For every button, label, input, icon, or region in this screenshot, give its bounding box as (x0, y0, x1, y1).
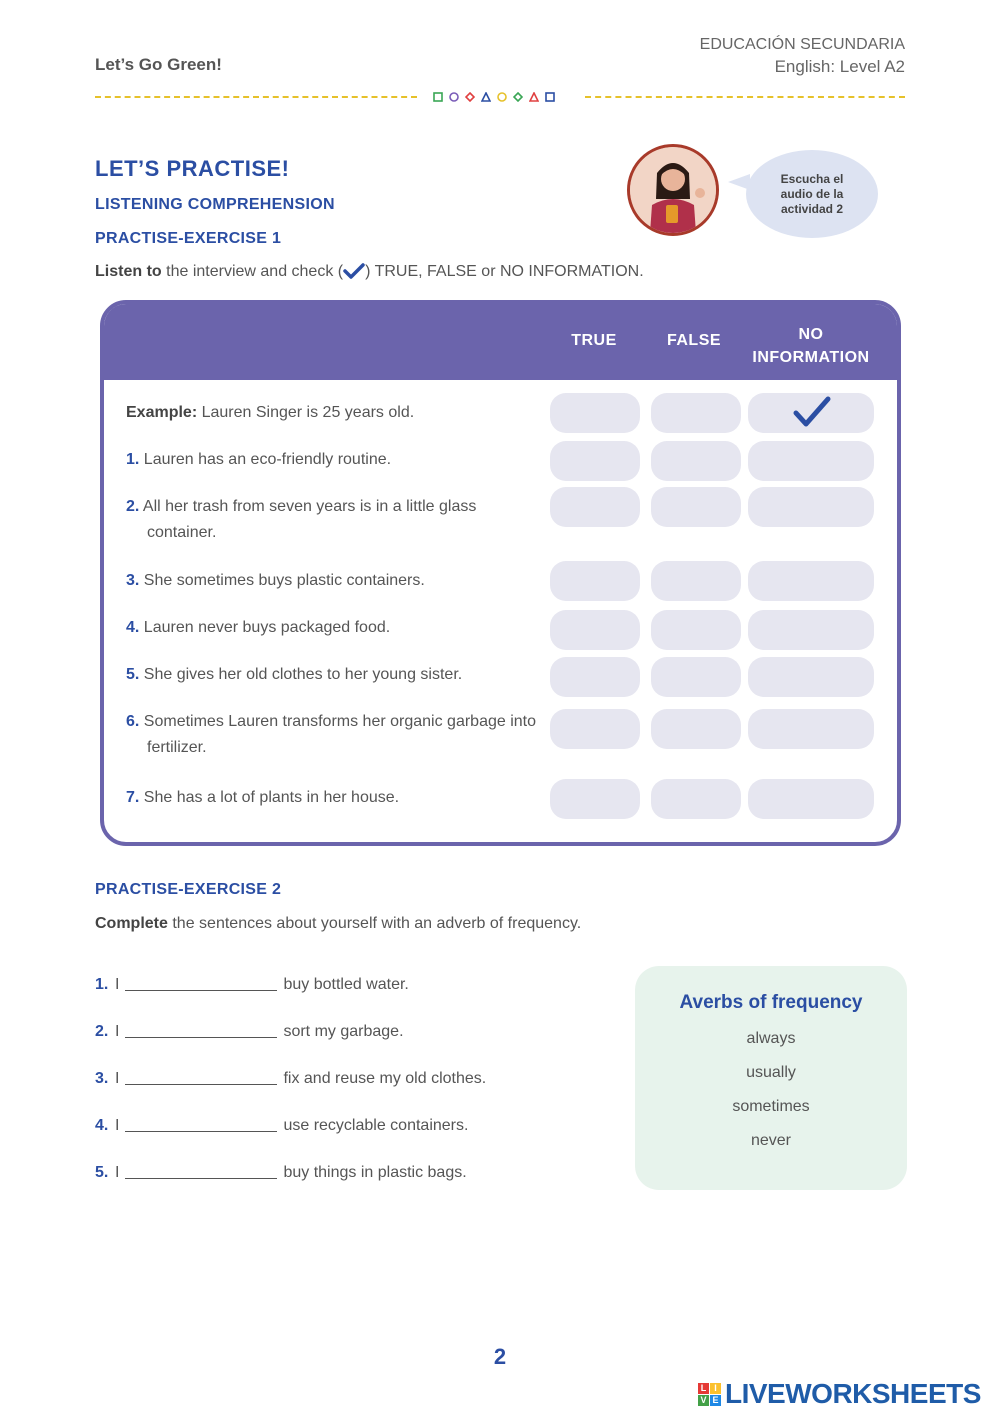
statement-content: Sometimes Lauren transforms her organic garbage into fertilizer. (143, 713, 536, 756)
statement-text (126, 785, 541, 811)
table-header (104, 304, 897, 380)
checkmark-icon (792, 395, 832, 429)
answer-true-box[interactable] (550, 441, 640, 481)
instruction-verb: Complete (95, 915, 168, 932)
adverb-item: always (746, 1030, 796, 1047)
answer-true-box[interactable] (550, 610, 640, 650)
answer-true-box[interactable] (550, 393, 640, 433)
header-english-level: English: Level A2 (774, 57, 905, 76)
exercise1-instruction (95, 263, 644, 284)
header-divider-left (95, 96, 417, 98)
sentence-subject: I (115, 1070, 120, 1087)
sentence-subject: I (115, 1164, 120, 1181)
answer-blank[interactable] (125, 1071, 277, 1085)
answer-true-box[interactable] (550, 709, 640, 749)
header-divider-right (585, 96, 905, 98)
sentence-subject: I (115, 1023, 120, 1040)
statement-text (126, 662, 541, 688)
answer-no-information-box[interactable] (748, 393, 874, 433)
page-number: 2 (493, 1344, 507, 1369)
answer-false-box[interactable] (651, 561, 741, 601)
sentence-subject: I (115, 1117, 120, 1134)
sentence-rest: buy things in plastic bags. (283, 1164, 467, 1181)
triangle-shape-icon (481, 92, 491, 102)
answer-no-information-box[interactable] (748, 441, 874, 481)
answer-false-box[interactable] (651, 610, 741, 650)
sentence-rest: fix and reuse my old clothes. (283, 1070, 487, 1087)
answer-blank[interactable] (125, 1024, 277, 1038)
sentence-rest: use recyclable containers. (283, 1117, 469, 1134)
answer-false-box[interactable] (651, 487, 741, 527)
sentence-number: 5. (95, 1164, 109, 1181)
column-header-true: TRUE (571, 332, 617, 349)
example-label: Example: (126, 404, 198, 421)
adverbs-title: Averbs of frequency (679, 992, 863, 1013)
answer-no-information-box[interactable] (748, 487, 874, 527)
column-header-no-line: NO (798, 326, 824, 343)
fill-sentence (95, 1023, 404, 1041)
teacher-avatar (627, 144, 719, 236)
fill-sentence (95, 976, 409, 994)
fill-sentence (95, 1164, 467, 1182)
answer-no-information-box[interactable] (748, 561, 874, 601)
page-title: LET’S PRACTISE! (95, 156, 290, 181)
logo-letter: L (698, 1383, 709, 1394)
statement-number: 7. (126, 789, 140, 806)
exercise1-heading: PRACTISE-EXERCISE 1 (95, 230, 282, 247)
answer-blank[interactable] (125, 1165, 277, 1179)
sentence-rest: buy bottled water. (283, 976, 409, 993)
logo-letter: V (698, 1395, 709, 1406)
sentence-number: 2. (95, 1023, 109, 1040)
answer-no-information-box[interactable] (748, 657, 874, 697)
sentence-number: 1. (95, 976, 109, 993)
answer-no-information-box[interactable] (748, 779, 874, 819)
checkmark-icon (343, 263, 365, 284)
statement-text (126, 709, 541, 761)
sentence-rest: sort my garbage. (283, 1023, 404, 1040)
answer-false-box[interactable] (651, 441, 741, 481)
statement-content: All her trash from seven years is in a little glass container. (142, 498, 477, 541)
triangle-shape-icon (529, 92, 539, 102)
answer-blank[interactable] (125, 1118, 277, 1132)
diamond-shape-icon (513, 92, 523, 102)
answer-false-box[interactable] (651, 709, 741, 749)
answer-no-information-box[interactable] (748, 709, 874, 749)
liveworksheets-logo[interactable] (698, 1378, 981, 1410)
fill-sentence (95, 1117, 468, 1135)
adverb-item: sometimes (732, 1098, 810, 1115)
instruction-verb: Listen to (95, 263, 162, 280)
section-heading: LISTENING COMPREHENSION (95, 196, 335, 213)
circle-shape-icon (449, 92, 459, 102)
answer-false-box[interactable] (651, 393, 741, 433)
statement-number: 4. (126, 619, 140, 636)
header-school-level: EDUCACIÓN SECUNDARIA (699, 36, 905, 53)
sentence-subject: I (115, 976, 120, 993)
statement-number: 1. (126, 451, 140, 468)
answer-false-box[interactable] (651, 657, 741, 697)
instruction-text-part2: ) TRUE, FALSE or NO INFORMATION. (365, 263, 644, 280)
answer-no-information-box[interactable] (748, 610, 874, 650)
exercise2-instruction (95, 915, 581, 933)
statement-content: She gives her old clothes to her young sister. (143, 666, 463, 683)
adverb-item: never (750, 1132, 792, 1149)
statement-content: She sometimes buys plastic containers. (143, 572, 425, 589)
sentence-number: 3. (95, 1070, 109, 1087)
adverb-item: usually (746, 1064, 796, 1081)
header-level-info (700, 34, 905, 78)
statement-text (126, 615, 541, 641)
statement-text (126, 494, 541, 546)
statement-content: Lauren never buys packaged food. (143, 619, 391, 636)
diamond-shape-icon (465, 92, 475, 102)
statement-content: She has a lot of plants in her house. (143, 789, 400, 806)
exercise1-table (100, 300, 901, 846)
decorative-shapes (433, 90, 555, 104)
square-shape-icon (545, 92, 555, 102)
statement-number: 3. (126, 572, 140, 589)
sentence-number: 4. (95, 1117, 109, 1134)
square-shape-icon (433, 92, 443, 102)
example-statement: Lauren Singer is 25 years old. (201, 404, 415, 421)
exercise2-heading: PRACTISE-EXERCISE 2 (95, 881, 282, 898)
logo-letter: I (710, 1383, 721, 1394)
worksheet-unit-title: Let’s Go Green! (95, 55, 222, 74)
statement-number: 6. (126, 713, 140, 730)
statement-text (126, 400, 541, 426)
statement-number: 5. (126, 666, 140, 683)
instruction-text: the sentences about yourself with an adverb of frequency. (172, 915, 582, 932)
adverbs-reference-box (635, 966, 907, 1190)
answer-true-box[interactable] (550, 561, 640, 601)
circle-shape-icon (497, 92, 507, 102)
instruction-text-part1: the interview and check ( (166, 263, 344, 280)
liveworksheets-icon (698, 1383, 721, 1406)
answer-true-box[interactable] (550, 657, 640, 697)
answer-blank[interactable] (125, 977, 277, 991)
answer-false-box[interactable] (651, 779, 741, 819)
column-header-false: FALSE (666, 332, 722, 349)
liveworksheets-wordmark: LIVEWORKSHEETS (725, 1378, 981, 1409)
statement-text (126, 568, 541, 594)
statement-text (126, 447, 541, 473)
statement-content: Lauren has an eco-friendly routine. (143, 451, 392, 468)
answer-true-box[interactable] (550, 487, 640, 527)
column-header-no-information (746, 323, 876, 369)
fill-sentence (95, 1070, 486, 1088)
answer-true-box[interactable] (550, 779, 640, 819)
audio-speech-bubble[interactable]: Escucha el audio de la actividad 2 (746, 150, 878, 238)
logo-letter: E (710, 1395, 721, 1406)
column-header-information-line: INFORMATION (752, 349, 870, 366)
statement-number: 2. (126, 498, 140, 515)
